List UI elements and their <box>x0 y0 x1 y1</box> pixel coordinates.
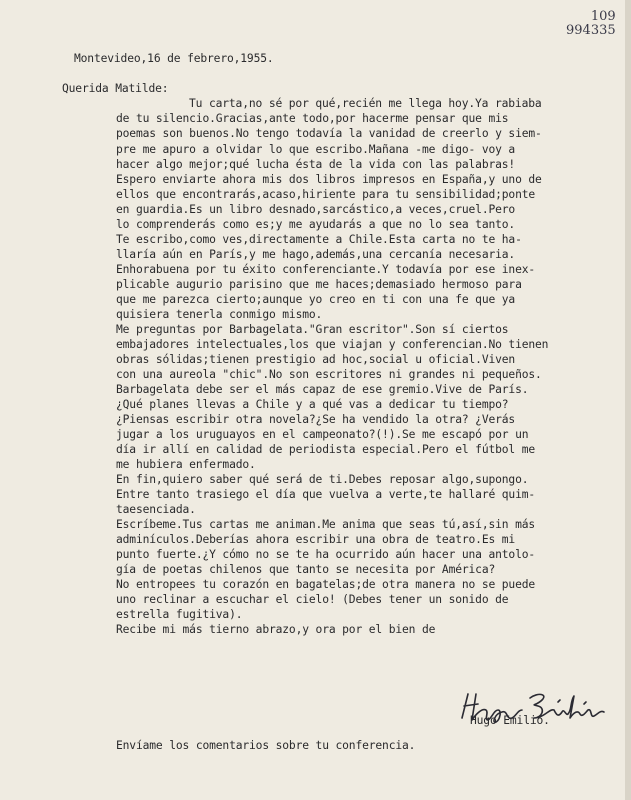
body-line: punto fuerte.¿Y cómo no se te ha ocurrido aún hacer una antolo- <box>116 548 536 561</box>
body-line: Escríbeme.Tus cartas me animan.Me anima que seas tú,así,sin más <box>116 518 536 531</box>
body-line: taesenciada. <box>116 503 196 516</box>
page-edge <box>625 0 631 800</box>
body-line: En fin,quiero saber qué será de ti.Debes reposar algo,supongo. <box>116 473 529 486</box>
letter-date: Montevideo,16 de febrero,1955. <box>74 52 274 65</box>
body-line: Enhorabuena por tu éxito conferenciante.Y todavía por ese inex- <box>116 263 536 276</box>
body-line: quisiera tenerla conmigo mismo. <box>116 308 323 321</box>
body-line: que me parezca cierto;aunque yo creo en ti con una fe que ya <box>116 293 516 306</box>
body-line: pre me apuro a olvidar lo que escribo.Mañana -me digo- voy a <box>116 143 516 156</box>
body-line: Barbagelata debe ser el más capaz de ese gremio.Vive de París. <box>116 383 529 396</box>
body-line: Tu carta,no sé por qué,recién me llega hoy.Ya rabiaba <box>189 97 542 110</box>
archive-reference <box>566 10 616 38</box>
postscript: Envíame los comentarios sobre tu conferencia. <box>116 739 416 752</box>
body-line: ¿Qué planes llevas a Chile y a qué vas a dedicar tu tiempo? <box>116 398 509 411</box>
body-line: Me preguntas por Barbagelata."Gran escritor".Son sí ciertos <box>116 323 509 336</box>
body-line: embajadores intelectuales,los que viajan y conferencian.No tienen <box>116 338 549 351</box>
archive-ref-number: 994335 <box>566 23 616 38</box>
handwritten-signature <box>458 688 608 728</box>
archive-ref-folio: 109 <box>590 9 616 24</box>
body-line: No entropees tu corazón en bagatelas;de otra manera no se puede <box>116 578 536 591</box>
body-line: uno reclinar a escuchar el cielo! (Debes tener un sonido de <box>116 593 509 606</box>
body-line: con una aureola "chic".No son escritores ni grandes ni pequeños. <box>116 368 542 381</box>
body-line: llaría aún en París,y me hago,además,una cercanía necesaria. <box>116 248 516 261</box>
body-line: de tu silencio.Gracias,ante todo,por hacerme pensar que mis <box>116 112 509 125</box>
body-line: en guardia.Es un libro desnado,sarcástico,a veces,cruel.Pero <box>116 203 516 216</box>
body-line: adminículos.Deberías ahora escribir una obra de teatro.Es mi <box>116 533 516 546</box>
body-line: jugar a los uruguayos en el campeonato?(!).Se me escapó por un <box>116 428 529 441</box>
body-line: Espero enviarte ahora mis dos libros impresos en España,y uno de <box>116 173 542 186</box>
body-line: me hubiera enfermado. <box>116 458 256 471</box>
body-line: gía de poetas chilenos que tanto se necesita por América? <box>116 563 496 576</box>
body-line: obras sólidas;tienen prestigio ad hoc,social u oficial.Viven <box>116 353 516 366</box>
body-line: plicable augurio parisino que me haces;demasiado hermoso para <box>116 278 522 291</box>
body-line: Te escribo,como ves,directamente a Chile.Esta carta no te ha- <box>116 233 522 246</box>
typed-signature: Hugo Emilio. <box>470 714 550 727</box>
body-line: poemas son buenos.No tengo todavía la vanidad de creerlo y siem- <box>116 127 542 140</box>
salutation: Querida Matilde: <box>62 82 169 95</box>
body-line: Entre tanto trasiego el día que vuelva a verte,te hallaré quim- <box>116 488 536 501</box>
body-line: ¿Piensas escribir otra novela?¿Se ha vendido la otra? ¿Verás <box>116 413 516 426</box>
body-line: Recibe mi más tierno abrazo,y ora por el bien de <box>116 623 436 636</box>
body-line: ellos que encontrarás,acaso,hiriente para tu sensibilidad;ponte <box>116 188 536 201</box>
body-line: hacer algo mejor;qué lucha ésta de la vida con las palabras! <box>116 158 516 171</box>
body-line: estrella fugitiva). <box>116 608 243 621</box>
body-line: día ir allí en calidad de periodista especial.Pero el fútbol me <box>116 443 536 456</box>
body-line: lo comprenderás como es;y me ayudarás a que no lo sea tanto. <box>116 218 516 231</box>
